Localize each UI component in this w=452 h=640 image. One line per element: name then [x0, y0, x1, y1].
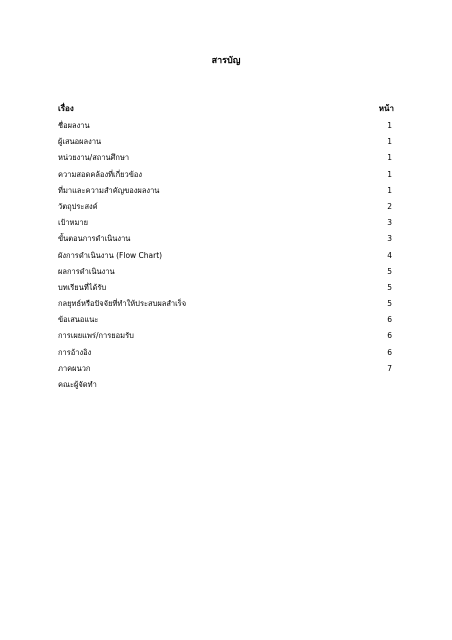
toc-entry-page: 5: [387, 299, 392, 309]
toc-entry-page: 1: [387, 185, 392, 195]
toc-entry: [58, 346, 392, 362]
toc-entry-page: 1: [387, 153, 392, 163]
toc-header: [58, 103, 394, 115]
toc-entry: [58, 249, 392, 265]
toc-entry-page: 1: [387, 169, 392, 179]
toc-entry-title: ขั้นตอนการดำเนินงาน: [58, 234, 131, 244]
toc-entry-title: คณะผู้จัดทำ: [58, 380, 97, 389]
toc-entry-page: 3: [387, 234, 392, 244]
toc-entry-title: ชื่อผลงาน: [58, 121, 90, 130]
toc-entry-page: 7: [387, 363, 392, 373]
toc-entry-title: ข้อเสนอแนะ: [58, 315, 99, 325]
toc-entry-title: บทเรียนที่ได้รับ: [58, 282, 107, 292]
toc-entry-page: 2: [387, 201, 392, 211]
toc-entry: [58, 216, 392, 232]
toc-entry-title: การอ้างอิง: [58, 347, 92, 357]
toc-entry-page: 1: [387, 121, 392, 130]
toc-entry: [58, 313, 392, 329]
toc-entry: [58, 135, 392, 151]
page-column-label: หน้า: [378, 104, 394, 113]
toc-entry-title: ภาคผนวก: [58, 363, 91, 373]
toc-entry-title: เป้าหมาย: [58, 218, 89, 228]
toc-entry-title: การเผยแพร่/การยอมรับ: [58, 331, 134, 341]
toc-entry-page: 6: [387, 331, 392, 341]
toc-list: [58, 119, 392, 394]
toc-entry: [58, 378, 392, 394]
toc-entry-page: 1: [387, 137, 392, 147]
toc-entry: [58, 184, 392, 200]
toc-entry-title: ผลการดำเนินงาน: [58, 266, 115, 276]
toc-entry: [58, 168, 392, 184]
toc-entry: [58, 232, 392, 248]
toc-entry: [58, 119, 392, 135]
toc-entry: [58, 297, 392, 313]
toc-entry-title: ผังการดำเนินงาน (Flow Chart): [58, 250, 163, 260]
toc-entry-page: 6: [387, 315, 392, 325]
toc-entry-page: 5: [387, 266, 392, 276]
toc-entry-page: 6: [387, 347, 392, 357]
toc-entry-title: ผู้เสนอผลงาน: [58, 137, 102, 147]
toc-entry: [58, 362, 392, 378]
toc-entry-title: ที่มาและความสำคัญของผลงาน: [58, 185, 160, 195]
toc-entry-page: 4: [387, 250, 392, 260]
toc-entry: [58, 265, 392, 281]
toc-entry-page: 3: [387, 218, 392, 228]
toc-entry: [58, 329, 392, 345]
toc-entry: [58, 151, 392, 167]
toc-entry-title: หน่วยงาน/สถานศึกษา: [58, 153, 130, 163]
topic-column-label: เรื่อง: [58, 104, 74, 113]
toc-entry-page: 5: [387, 282, 392, 292]
toc-entry-title: ความสอดคล้องที่เกี่ยวข้อง: [58, 169, 143, 179]
toc-entry-title: วัตถุประสงค์: [58, 201, 98, 211]
page-title: สารบัญ: [211, 56, 241, 66]
toc-entry: [58, 200, 392, 216]
toc-entry-title: กลยุทธ์หรือปัจจัยที่ทำให้ประสบผลสำเร็จ: [58, 299, 187, 309]
toc-entry: [58, 281, 392, 297]
